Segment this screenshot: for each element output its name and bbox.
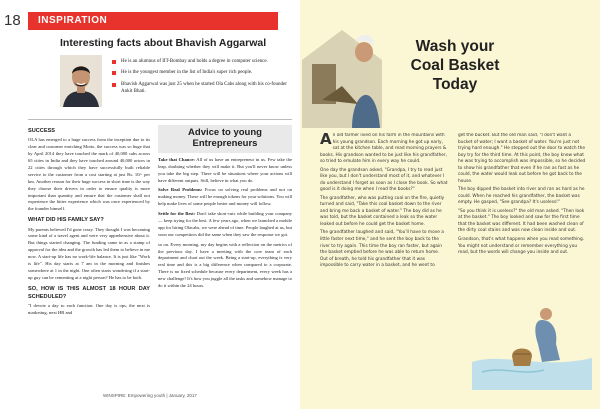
paragraph: "I devote a day to each function. One day is ops, the next is marketing, next HR and [28, 303, 150, 316]
right-page [300, 0, 600, 409]
river-basket-illustration [472, 300, 592, 390]
heading-family: WHAT DID HIS FAMILY SAY? [28, 217, 104, 224]
heading-success: SUCCESS [28, 128, 56, 134]
paragraph: The grandfather laughed and said, "You'll have to move a little faster next time," and he sent the boy back to the river to try again. This time the boy ran faster, but again the basket emptied before he was able to return home. Out of breath, he told his grandfather that it was impossible to carry water in a basket, and he went to [320, 230, 444, 269]
advice-text: Focus on solving real problems and not on making money. These will be enough tokens for your solutions. You will help make lives of some people better and money will follow. [158, 187, 292, 207]
paragraph [320, 133, 448, 166]
story-column-right [458, 133, 586, 293]
paragraph: One day the grandson asked, "Grandpa, I try to read just like you, but I don't understand most of it, and whatever I do understand I forget as soon as I close the book. So what good is it doing me when I read the books?" [320, 167, 448, 193]
advice-item [158, 211, 292, 239]
paragraph: so on. Every morning, my day begins with a reflection on the metrics of the previous day. I have a meeting with the core team of each department and chart out the week. Being a start-up, everything is very real time and this is a big difference when compared to a corporate. There is no fixed schedule because every department, every week has a new challenge! It's how you juggle all the tasks and somehow manage to do it within the 24 hours. [158, 241, 292, 288]
portrait-illustration [60, 55, 102, 107]
fact-item: He is the youngest member in the list of India's super rich people. [112, 69, 292, 76]
article-column-left [28, 125, 150, 393]
facts-list [112, 58, 292, 99]
paragraph-text: n old farmer lived on his farm in the mountains with his young grandson. Each morning he got up early, sat at the kitchen table, and read morning prayers & books. His grandson wanted to be just like his grandfather, so tried to emulate him in every way he could. [320, 133, 448, 165]
article-column-right [158, 125, 292, 393]
heading-schedule: SO, HOW IS THIS ALMOST 18 HOUR DAY SCHEDULED? [28, 285, 150, 301]
advice-item [158, 157, 292, 185]
advice-box-title: Advice to young Entrepreneurs [158, 125, 292, 153]
page-number: 18 [4, 12, 21, 29]
advice-text: All of us have an entrepreneur in us. Few take the leap, doubting whether they will make it. But you'll never know unless you take the big step. There will be situations where your actions will have different outputs. Still, believe in what you do. [158, 156, 292, 183]
portrait-photo [60, 55, 102, 107]
paragraph: The grandfather, who was putting coal on the fire, quietly turned and said, "Take this coal basket down to the river and bring me back a basket of water." The boy did as he was told, but the basket contained a leak so the water leaked out before he could get the basket home. [320, 195, 445, 227]
drop-cap: A [320, 133, 332, 148]
advice-label: Take that Chance: [158, 156, 195, 162]
paragraph: My parents believed I'd gone crazy. They thought I was becoming some kind of a travel agent and were very apprehensive about it. But things started changing. The funding came in as a stamp of approval for the idea and the growth has led them to believe in me now. A start-up life has no work-life balance. It is just like "Work is life". His day starts at 7 am in the morning and finishes somewhere at 1 in the night. One often starts wondering if a start-up guy can be cementing at a night person? He has to be both. [28, 226, 150, 280]
paragraph: "So you think it is useless?" the old man asked. "Then look at the basket." The boy looked and saw for the first time that the basket was different. It had been washed clean of the dirty coal stains and was now clean inside and out. [458, 208, 585, 234]
section-divider [28, 119, 292, 120]
fact-item: He is an alumnus of IIT-Bombay and holds a degree in computer science. [112, 58, 292, 65]
advice-label: Solve Real Problems: [158, 187, 203, 193]
advice-text: Don't take short-cuts while building your company — keep trying for the best. A few years ago, when we launched a mobile app for hiring Olacabs, we were ahead of time. People laughed at us, but soon our competitors did the same when they saw the response we got. [158, 211, 292, 237]
paragraph: get the bucket. But the old man said, "I don't want a bucket of water; I want a basket of water. You're just not trying hard enough." He stepped out the door to watch the boy try for the third time. At this point, the boy knew what he was trying to accomplish was impossible, so he decided to show his grandfather that even if he ran as fast as he could, the water would leak out before he got back to the house. [458, 133, 586, 184]
fact-item: Bhavish Aggarwal was just 25 when he started Ola Cabs along with his co-founder Ankit Bhati. [112, 81, 292, 96]
page-footer: WINSPIRE: Empowering youth | January, 2017 [103, 393, 197, 398]
story-title: Wash your Coal Basket Today [410, 38, 500, 93]
story-column-left [320, 133, 448, 373]
paragraph: Grandson, that's what happens when you read something. You might not understand or remember everything you read, but the words will change you inside and out. [458, 236, 585, 256]
paragraph: OLA has emerged to a huge success from the inception due to its clear and customer enriching Motto, the success was so huge that by April 2014 they have touched the mark of 40,000 cabs across 65 cities in India and they have touched around 40,000 actors in 22 cities through which they have successfully built reliable service to the customer from a cost starting at just Rs. 10/- per km. Another reason for their huge success in short time is the way they choose their drivers in order to ensure quality is more important than quantity and ensure that the customer shall not experience the bitter experience which was once experienced by the founder himself. [28, 137, 150, 212]
facts-title: Interesting facts about Bhavish Aggarwal [60, 37, 267, 49]
paragraph: The boy dipped the basket into river and ran as hard as he could. When he reached his grandfather, the basket was empty. He gasped, "See grandpa? It's useless!" [458, 187, 585, 206]
section-banner: INSPIRATION [28, 12, 278, 30]
farmer-illustration [302, 0, 402, 128]
advice-label: Settle for the Best: [158, 211, 196, 217]
advice-item [158, 187, 292, 208]
